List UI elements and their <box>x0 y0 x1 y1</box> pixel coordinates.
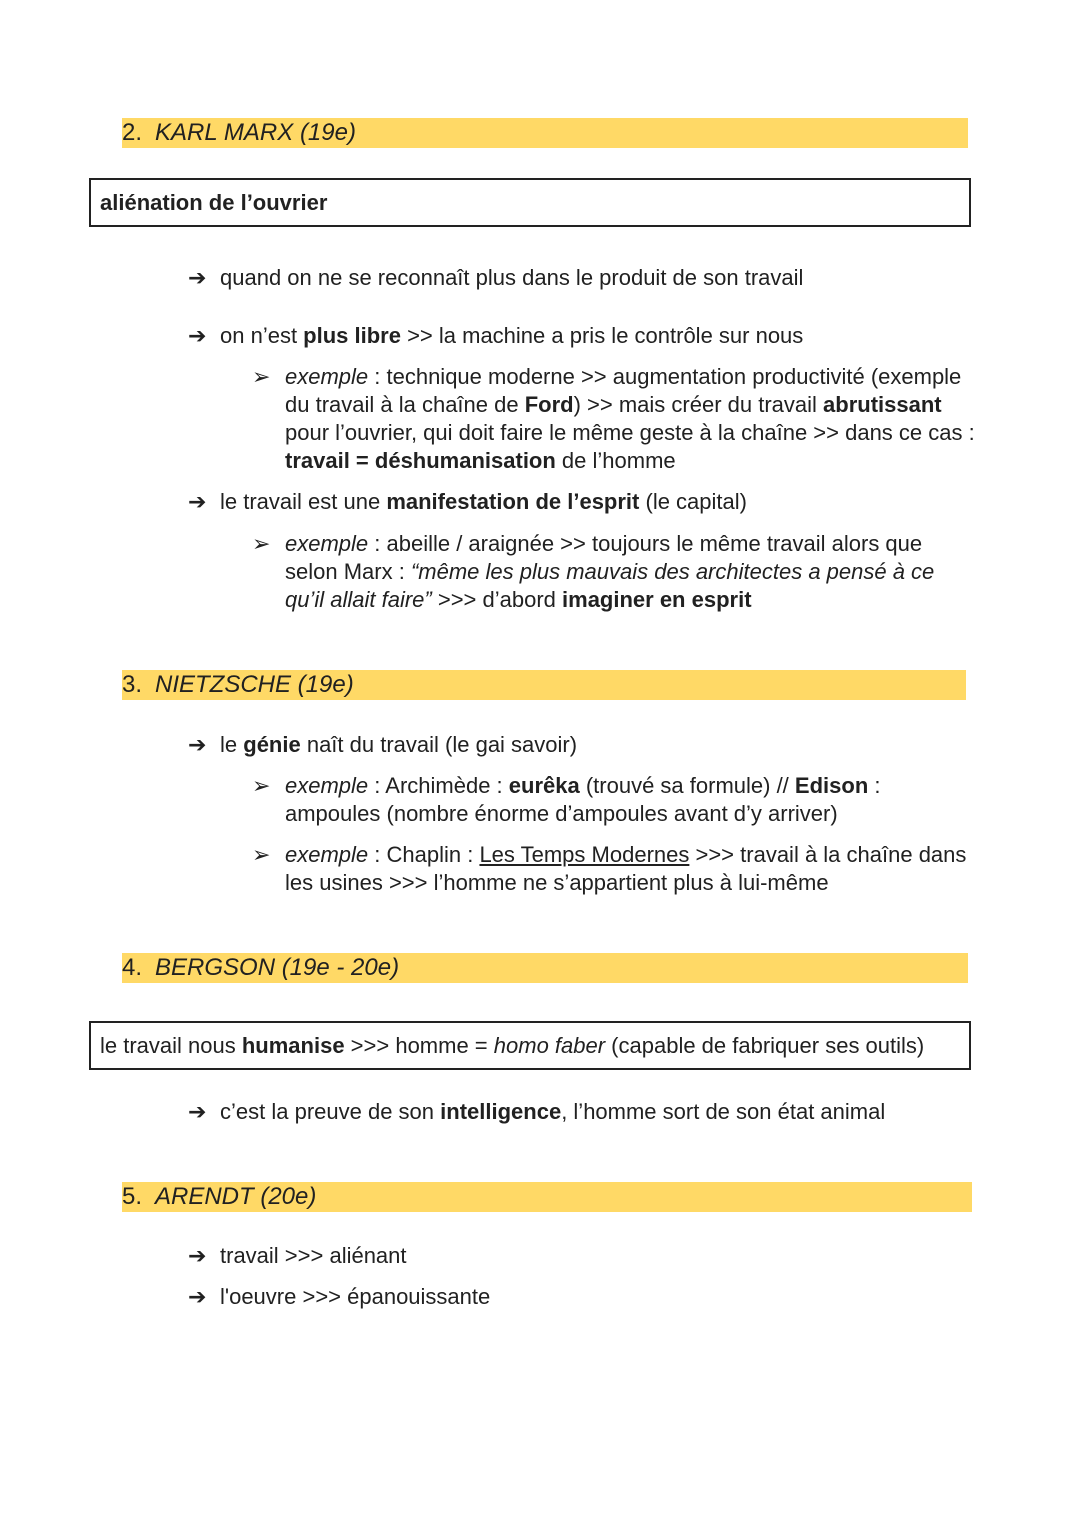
arrow-icon: ➔ <box>188 265 207 290</box>
section-heading-arendt <box>122 1182 972 1212</box>
point-text: l'oeuvre >>> épanouissante <box>220 1284 491 1309</box>
section-title: ARENDT (20e) <box>155 1183 317 1210</box>
point-text: quand on ne se reconnaît plus dans le produit de son travail <box>220 265 804 290</box>
section-title: NIETZSCHE (19e) <box>155 671 354 698</box>
section-number: 3. <box>122 671 143 698</box>
section-title: KARL MARX (19e) <box>155 119 356 146</box>
section-title: BERGSON (19e - 20e) <box>155 954 400 981</box>
point-text: c’est la preuve de son intelligence, l’homme sort de son état animal <box>220 1099 886 1124</box>
arrow-icon: ➔ <box>188 489 207 514</box>
box-text: aliénation de l’ouvrier <box>100 190 328 215</box>
example-text: exemple : abeille / araignée >> toujours le même travail alors que selon Marx : “même les plus mauvais des architectes a pensé à ce qu’il allait faire” >>> d’abord imaginer en esprit <box>285 531 935 612</box>
concept-box-humanise: le travail nous humanise >>> homme = homo faber (capable de fabriquer ses outils) <box>89 1021 971 1070</box>
film-title-link: Les Temps Modernes <box>479 842 690 867</box>
bullet-icon: ➢ <box>252 842 271 867</box>
point-text: travail >>> aliénant <box>220 1243 407 1268</box>
arrow-icon: ➔ <box>188 732 207 757</box>
bullet-icon: ➢ <box>252 364 271 389</box>
example-text: exemple : technique moderne >> augmentation productivité (exemple du travail à la chaîne de Ford) >> mais créer du travail abrutissant pour l’ouvrier, qui doit faire le même geste à la chaîne >> dans ce cas : travail = déshumanisation de l’homme <box>285 364 975 473</box>
concept-box-alienation <box>89 178 971 227</box>
section-number: 2. <box>122 119 143 146</box>
bullet-icon: ➢ <box>252 531 271 556</box>
arrow-icon: ➔ <box>188 323 207 348</box>
point-text: on n’est plus libre >> la machine a pris le contrôle sur nous <box>220 323 804 348</box>
point-text: le génie naît du travail (le gai savoir) <box>220 732 578 757</box>
section-number: 4. <box>122 954 143 981</box>
section-number: 5. <box>122 1183 143 1210</box>
example-text: exemple : Chaplin : Les Temps Modernes >>> travail à la chaîne dans les usines >>> l’homme ne s’appartient plus à lui-même <box>285 842 967 895</box>
section-heading-nietzsche <box>122 670 966 700</box>
section-heading-bergson <box>122 953 968 983</box>
arrow-icon: ➔ <box>188 1099 207 1124</box>
arrow-icon: ➔ <box>188 1284 207 1309</box>
bullet-icon: ➢ <box>252 773 271 798</box>
section-heading-marx <box>122 118 968 148</box>
example-text: exemple : Archimède : eurêka (trouvé sa formule) // Edison : ampoules (nombre énorme d’ampoules avant d’y arriver) <box>285 773 881 826</box>
arrow-icon: ➔ <box>188 1243 207 1268</box>
point-text: le travail est une manifestation de l’esprit (le capital) <box>220 489 747 514</box>
